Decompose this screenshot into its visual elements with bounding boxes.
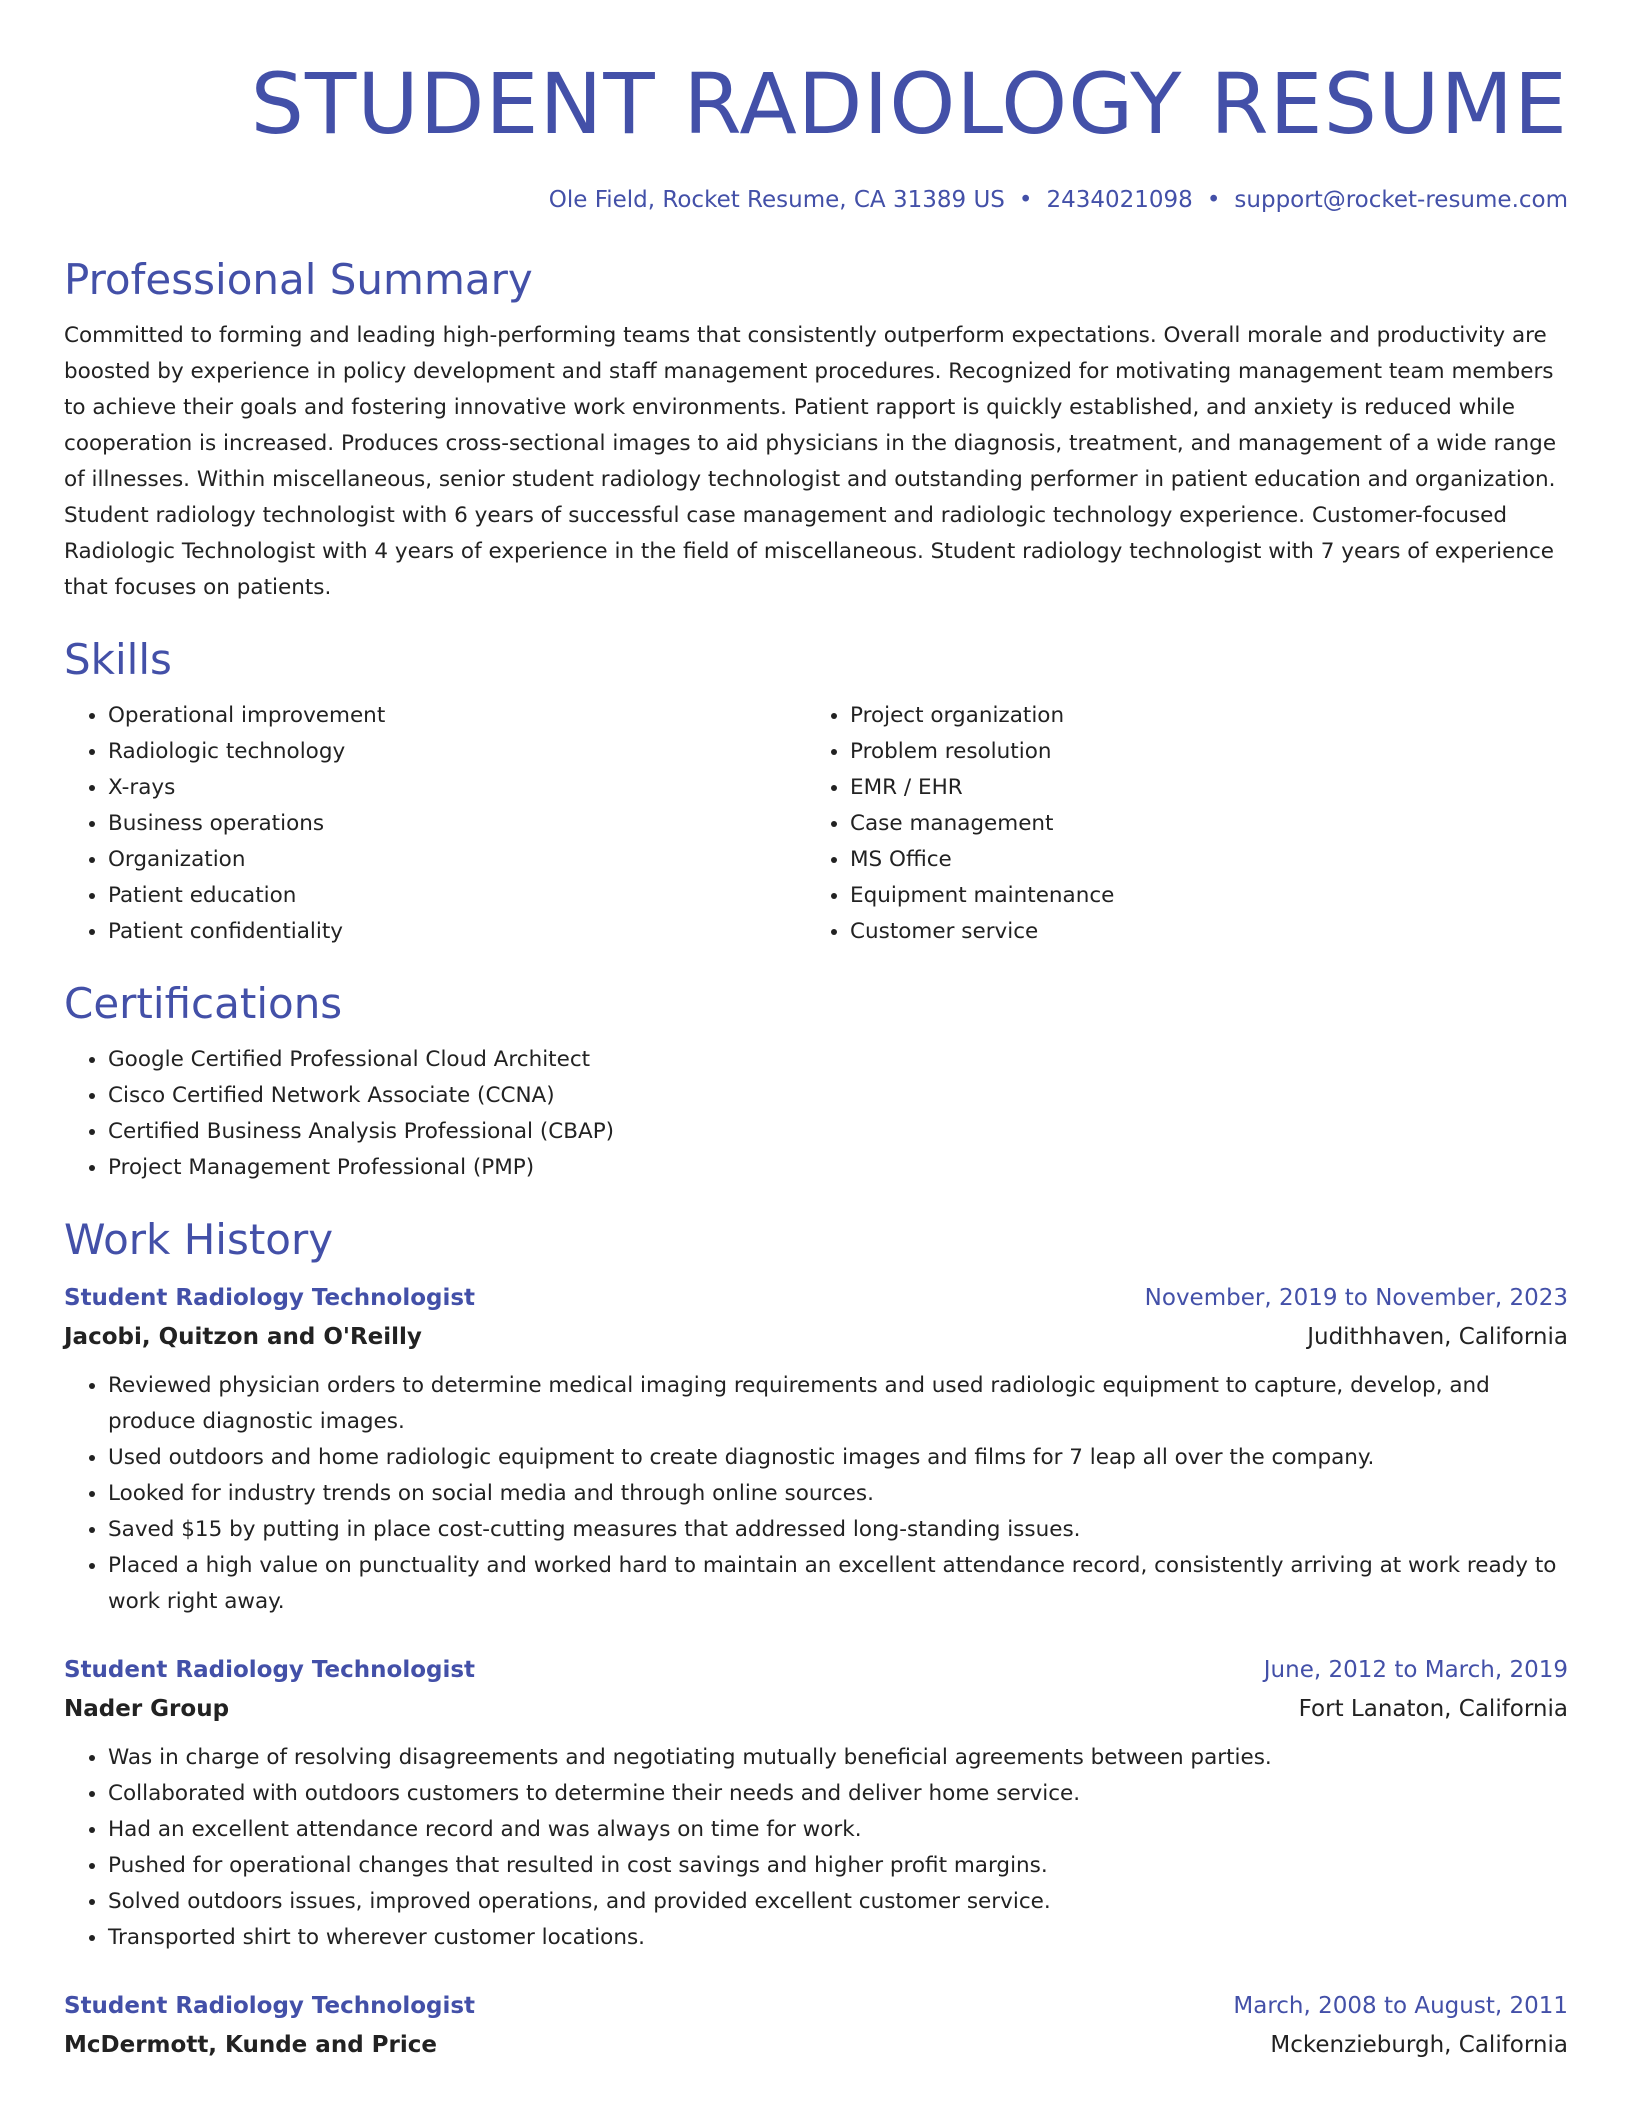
job-title: Student Radiology Technologist	[64, 1993, 476, 2019]
job-bullet: • Pushed for operational changes that resulted in cost savings and higher profit margins.	[108, 1848, 1568, 1884]
skill-item: • Customer service	[850, 914, 1548, 950]
job-company-row	[64, 1318, 1568, 1356]
contact-separator: •	[1206, 187, 1221, 213]
skill-item: • Operational improvement	[108, 698, 806, 734]
job-company: Nader Group	[64, 1696, 230, 1722]
contact-address: Ole Field, Rocket Resume, CA 31389 US	[548, 187, 1005, 213]
skill-item: • Patient education	[108, 878, 806, 914]
job-bullet: • Had an excellent attendance record and was always on time for work.	[108, 1812, 1568, 1848]
job-bullet: • Was in charge of resolving disagreements and negotiating mutually beneficial agreements between parties.	[108, 1740, 1568, 1776]
job-entry	[64, 1278, 1568, 1620]
skills-heading: Skills	[64, 635, 172, 684]
contact-line	[64, 184, 1568, 216]
job-title-row	[64, 1650, 1568, 1690]
skill-item: • Organization	[108, 842, 806, 878]
certification-item: • Certified Business Analysis Professional (CBAP)	[108, 1114, 1568, 1150]
certification-item: • Cisco Certified Network Associate (CCNA)	[108, 1078, 1568, 1114]
job-bullet: • Used outdoors and home radiologic equipment to create diagnostic images and films for 7 leap all over the company.	[108, 1440, 1568, 1476]
certification-item: • Project Management Professional (PMP)	[108, 1150, 1568, 1186]
job-bullets	[64, 1740, 1568, 1956]
contact-phone: 2434021098	[1046, 187, 1193, 213]
job-bullet: • Transported shirt to wherever customer locations.	[108, 1920, 1568, 1956]
contact-separator: •	[1018, 187, 1033, 213]
job-bullets	[64, 1368, 1568, 1620]
job-dates: March, 2008 to August, 2011	[1233, 1993, 1568, 2019]
work-history-heading: Work History	[64, 1215, 334, 1264]
skills-column-right	[806, 698, 1548, 950]
skill-item: • Patient confidentiality	[108, 914, 806, 950]
certification-item: • Google Certified Professional Cloud Architect	[108, 1042, 1568, 1078]
resume-header	[64, 0, 1568, 216]
certifications-list	[64, 1042, 1568, 1186]
skill-item: • EMR / EHR	[850, 770, 1548, 806]
job-dates: June, 2012 to March, 2019	[1263, 1657, 1568, 1683]
skill-item: • X-rays	[108, 770, 806, 806]
job-bullet: • Placed a high value on punctuality and worked hard to maintain an excellent attendance record, consistently arriving at work ready to work right away.	[108, 1548, 1568, 1620]
skills-list	[64, 698, 1568, 950]
summary-text: Committed to forming and leading high-performing teams that consistently outperform expectations. Overall morale and productivity are boosted by experience in policy development and staff management procedures. Recognized for motivating management team members to achieve their goals and fostering innovative work environments. Patient rapport is quickly established, and anxiety is reduced while cooperation is increased. Produces cross-sectional images to aid physicians in the diagnosis, treatment, and management of a wide range of illnesses. Within miscellaneous, senior student radiology technologist and outstanding performer in patient education and organization. Student radiology technologist with 6 years of successful case management and radiologic technology experience. Customer-focused Radiologic Technologist with 4 years of experience in the field of miscellaneous. Student radiology technologist with 7 years of experience that focuses on patients.	[64, 323, 1557, 600]
skills-column-left	[64, 698, 806, 950]
certifications-heading: Certifications	[64, 979, 343, 1028]
skill-item: • Problem resolution	[850, 734, 1548, 770]
job-company: McDermott, Kunde and Price	[64, 2032, 437, 2058]
job-title-row	[64, 1278, 1568, 1318]
job-bullet: • Solved outdoors issues, improved operations, and provided excellent customer service.	[108, 1884, 1568, 1920]
job-company-row	[64, 1690, 1568, 1728]
skill-item: • Radiologic technology	[108, 734, 806, 770]
skill-item: • Equipment maintenance	[850, 878, 1548, 914]
job-bullet: • Saved $15 by putting in place cost-cutting measures that addressed long-standing issues.	[108, 1512, 1568, 1548]
skill-item: • Case management	[850, 806, 1548, 842]
resume-name: STUDENT RADIOLOGY RESUME	[250, 55, 1568, 153]
job-bullet: • Reviewed physician orders to determine medical imaging requirements and used radiologic equipment to capture, develop, and produce diagnostic images.	[108, 1368, 1568, 1440]
job-company-row	[64, 2026, 1568, 2064]
skill-item: • Business operations	[108, 806, 806, 842]
job-dates: November, 2019 to November, 2023	[1144, 1285, 1568, 1311]
skill-item: • Project organization	[850, 698, 1548, 734]
job-entry	[64, 1986, 1568, 2064]
skill-item: • MS Office	[850, 842, 1548, 878]
job-title: Student Radiology Technologist	[64, 1657, 476, 1683]
job-title-row	[64, 1986, 1568, 2026]
job-title: Student Radiology Technologist	[64, 1285, 476, 1311]
contact-email: support@rocket-resume.com	[1234, 187, 1568, 213]
job-entry	[64, 1650, 1568, 1956]
job-company: Jacobi, Quitzon and O'Reilly	[64, 1324, 422, 1350]
job-location: Judithhaven, California	[1307, 1324, 1568, 1350]
summary-heading: Professional Summary	[64, 255, 533, 304]
certifications-bullets	[64, 1042, 1568, 1186]
job-location: Fort Lanaton, California	[1298, 1696, 1568, 1722]
job-location: Mckenzieburgh, California	[1270, 2032, 1568, 2058]
job-bullet: • Looked for industry trends on social media and through online sources.	[108, 1476, 1568, 1512]
job-bullet: • Collaborated with outdoors customers to determine their needs and deliver home service.	[108, 1776, 1568, 1812]
